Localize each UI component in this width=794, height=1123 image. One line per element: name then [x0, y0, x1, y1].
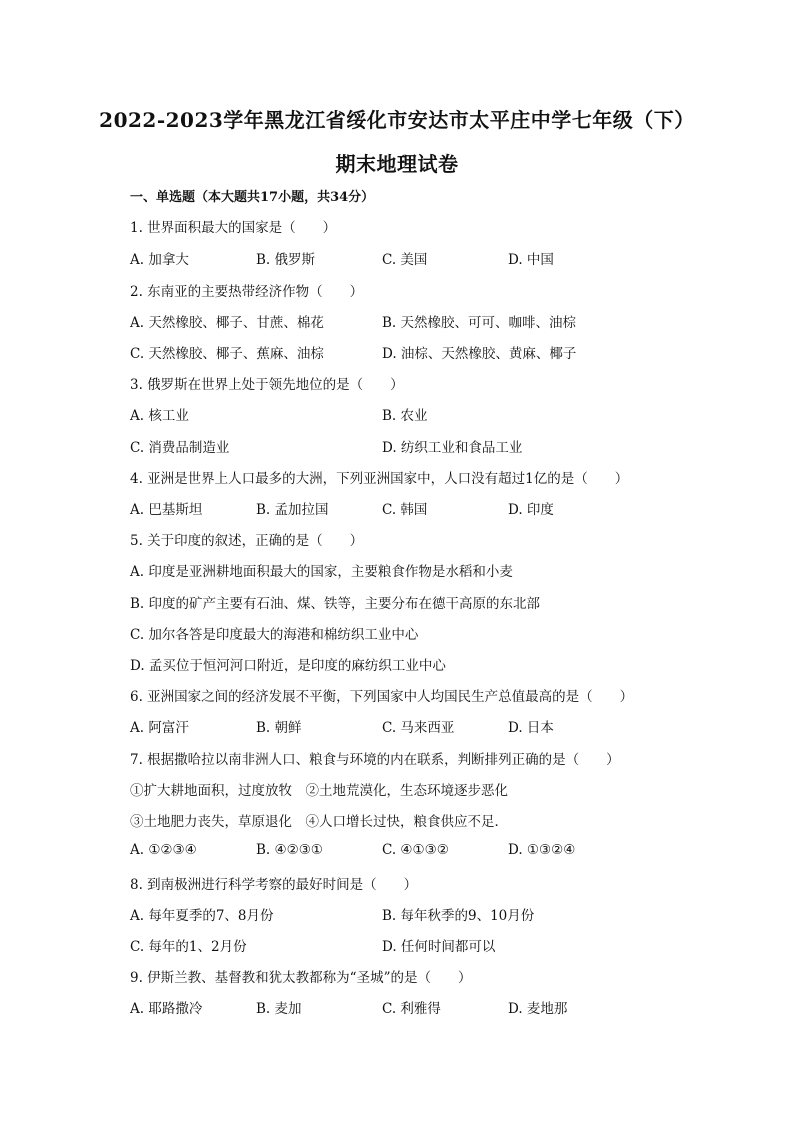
question-1-option-c: C. 美国 — [382, 252, 428, 268]
question-9-stem: 9. 伊斯兰教、基督教和犹太教都称为“圣城”的是（ ） — [130, 970, 472, 986]
question-2-option-d: D. 油棕、天然橡胶、黄麻、椰子 — [382, 346, 577, 362]
question-7-option-a: A. ①②③④ — [130, 842, 197, 858]
question-7-statement-1: ①扩大耕地面积，过度放牧 ②土地荒漠化，生态环境逐步恶化 — [130, 783, 508, 799]
question-9-option-b: B. 麦加 — [256, 1001, 302, 1017]
question-1-option-d: D. 中国 — [508, 252, 554, 268]
question-2-option-c: C. 天然橡胶、椰子、蕉麻、油棕 — [130, 346, 324, 362]
question-7-option-b: B. ④②③① — [256, 842, 323, 858]
question-6-option-d: D. 日本 — [508, 720, 554, 736]
question-8-stem: 8. 到南极洲进行科学考察的最好时间是（ ） — [130, 877, 418, 893]
question-2-option-b: B. 天然橡胶、可可、咖啡、油棕 — [382, 315, 577, 331]
question-8-option-c: C. 每年的1、2月份 — [130, 939, 247, 955]
question-9-option-c: C. 利雅得 — [382, 1001, 441, 1017]
section-heading: 一、单选题（本大题共17小题，共34分） — [130, 190, 375, 205]
question-2-stem: 2. 东南亚的主要热带经济作物（ ） — [130, 284, 364, 300]
question-6-stem: 6. 亚洲国家之间的经济发展不平衡，下列国家中人均国民生产总值最高的是（ ） — [130, 689, 634, 705]
question-1-option-a: A. 加拿大 — [130, 252, 189, 268]
question-6-option-b: B. 朝鲜 — [256, 720, 302, 736]
question-4-option-c: C. 韩国 — [382, 502, 428, 518]
question-9-option-a: A. 耶路撒冷 — [130, 1001, 203, 1017]
question-8-option-d: D. 任何时间都可以 — [382, 939, 496, 955]
question-8-option-b: B. 每年秋季的9、10月份 — [382, 908, 535, 924]
exam-title-line1: 2022-2023学年黑龙江省绥化市安达市太平庄中学七年级（下） — [99, 108, 695, 132]
question-7-stem: 7. 根据撒哈拉以南非洲人口、粮食与环境的内在联系，判断排列正确的是（ ） — [130, 752, 620, 768]
question-6-option-a: A. 阿富汗 — [130, 720, 189, 736]
question-1-option-b: B. 俄罗斯 — [256, 252, 316, 268]
question-3-stem: 3. 俄罗斯在世界上处于领先地位的是（ ） — [130, 377, 404, 393]
question-4-option-a: A. 巴基斯坦 — [130, 502, 203, 518]
exam-title-line2: 期末地理试卷 — [335, 152, 459, 176]
question-5-option-a: A. 印度是亚洲耕地面积最大的国家，主要粮食作物是水稻和小麦 — [130, 564, 513, 580]
question-5-option-b: B. 印度的矿产主要有石油、煤、铁等，主要分布在德干高原的东北部 — [130, 596, 541, 612]
question-7-option-d: D. ①③②④ — [508, 842, 576, 858]
question-4-stem: 4. 亚洲是世界上人口最多的大洲，下列亚洲国家中，人口没有超过1亿的是（ ） — [130, 471, 629, 487]
question-5-option-c: C. 加尔各答是印度最大的海港和棉纺织工业中心 — [130, 627, 419, 643]
question-8-option-a: A. 每年夏季的7、8月份 — [130, 908, 274, 924]
question-3-option-a: A. 核工业 — [130, 408, 189, 424]
question-7-option-c: C. ④①③② — [382, 842, 449, 858]
question-6-option-c: C. 马来西亚 — [382, 720, 455, 736]
question-3-option-b: B. 农业 — [382, 408, 428, 424]
question-5-option-d: D. 孟买位于恒河河口附近，是印度的麻纺织工业中心 — [130, 658, 446, 674]
question-2-option-a: A. 天然橡胶、椰子、甘蔗、棉花 — [130, 315, 324, 331]
question-7-statement-2: ③土地肥力丧失，草原退化 ④人口增长过快，粮食供应不足． — [130, 814, 508, 830]
question-1-stem: 1. 世界面积最大的国家是（ ） — [130, 220, 337, 236]
question-4-option-b: B. 孟加拉国 — [256, 502, 329, 518]
question-4-option-d: D. 印度 — [508, 502, 554, 518]
question-9-option-d: D. 麦地那 — [508, 1001, 568, 1017]
question-5-stem: 5. 关于印度的叙述，正确的是（ ） — [130, 533, 364, 549]
question-3-option-d: D. 纺织工业和食品工业 — [382, 440, 523, 456]
question-3-option-c: C. 消费品制造业 — [130, 440, 230, 456]
